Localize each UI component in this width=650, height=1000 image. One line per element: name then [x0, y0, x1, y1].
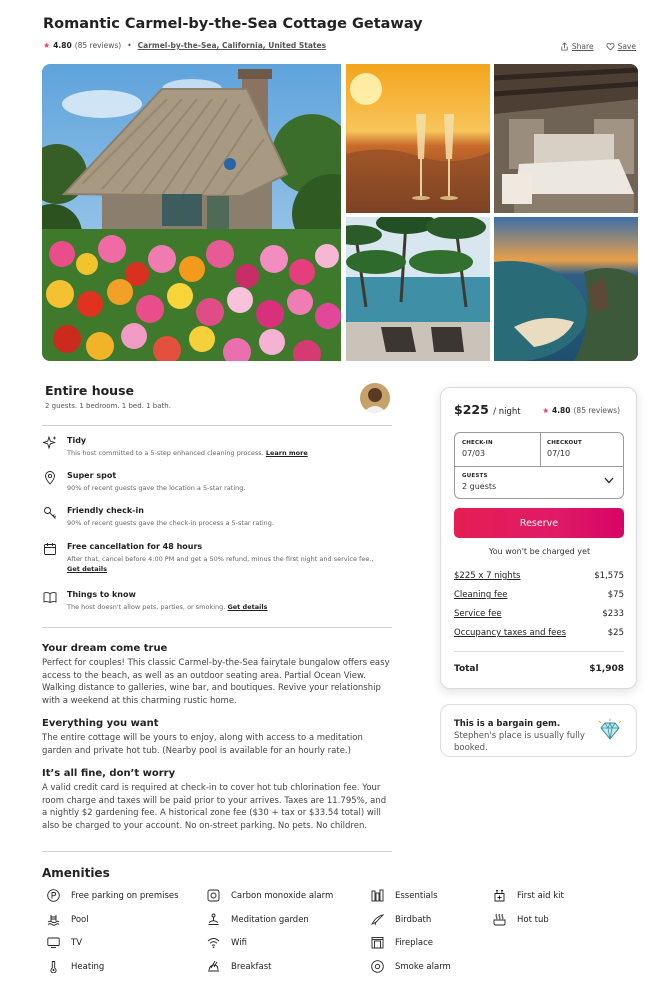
bird-icon: [370, 912, 385, 927]
first-aid-icon: [492, 888, 507, 903]
checkout-value: 07/10: [547, 449, 571, 458]
no-charge-note: You won't be charged yet: [488, 547, 591, 556]
amenity-item: [46, 888, 179, 903]
checkin-label: CHECK-IN: [462, 440, 493, 446]
separator-dot: •: [127, 41, 132, 50]
amenity-item: [370, 959, 451, 974]
booking-reviews[interactable]: (85 reviews): [573, 406, 620, 415]
get-details-link[interactable]: Get details: [227, 603, 268, 611]
heart-icon: [606, 42, 615, 51]
feature-title: Super spot: [67, 471, 117, 480]
meditation-icon: [206, 912, 221, 927]
listing-subtitle: [43, 41, 326, 50]
bargain-text: [454, 718, 599, 754]
fee-amount: $1,575: [594, 571, 624, 581]
fee-label[interactable]: Service fee: [454, 609, 502, 619]
amenity-label: Pool: [71, 914, 89, 925]
checkin-value: 07/03: [462, 449, 486, 458]
feature-desc: [67, 602, 397, 612]
feature-title: Free cancellation for 48 hours: [67, 542, 203, 551]
amenities-heading: Amenities: [42, 866, 110, 880]
wifi-icon: [206, 935, 221, 950]
booking-rating-value: 4.80: [551, 406, 571, 415]
date-guest-picker: [454, 432, 624, 499]
breakfast-icon: [206, 959, 221, 974]
pool-icon: [46, 912, 61, 927]
price-per-night: [454, 402, 521, 417]
amenity-item: [492, 912, 549, 927]
chevron-down-icon[interactable]: [604, 477, 614, 484]
feature-desc-text: After that, cancel before 4:00 PM and get a 50% refund, minus the first night and service fee.,: [67, 555, 374, 563]
fee-label[interactable]: Occupancy taxes and fees: [454, 628, 567, 638]
fee-amount: $75: [607, 590, 624, 600]
feature-super-spot: [43, 471, 393, 499]
checkout-label: CHECKOUT: [547, 440, 582, 446]
amenity-label: Birdbath: [395, 914, 432, 925]
gallery-photo-pool[interactable]: [346, 217, 490, 361]
amenity-label: Breakfast: [231, 961, 272, 972]
save-button[interactable]: [606, 42, 636, 51]
divider: [42, 627, 392, 628]
divider: [454, 651, 624, 652]
guests-field[interactable]: [462, 473, 617, 491]
booking-card: [440, 387, 637, 689]
feature-things-to-know: [43, 590, 393, 618]
section-heading: Everything you want: [42, 718, 159, 729]
guests-label: GUESTS: [462, 473, 488, 479]
listing-rating: 4.80: [53, 41, 72, 50]
book-icon: [43, 590, 57, 604]
smoke-alarm-icon: [370, 959, 385, 974]
save-label: Save: [617, 42, 636, 51]
fee-amount: $25: [607, 628, 624, 638]
amenity-item: [370, 912, 431, 927]
amenity-item: [46, 959, 104, 974]
amenity-item: [370, 935, 433, 950]
fee-row: [454, 571, 624, 581]
amenity-item: [206, 935, 247, 950]
feature-check-in: [43, 506, 393, 534]
amenity-item: [206, 912, 309, 927]
price-unit: / night: [493, 407, 521, 417]
feature-desc: 90% of recent guests gave the location a 5-star rating.: [67, 484, 246, 492]
gallery-photo-champagne[interactable]: [346, 64, 490, 213]
section-body: A valid credit card is required at check-in to cover hot tub chlorination fee. Your room charge and taxes will be paid prior to your arrives. Taxes are 11.795%, and a nightly $2 gardening fee. A historical zone fee ($30 + tax or $33.54 total) will also be charged to your account. No on-street parking. No pets. No children.: [42, 783, 387, 831]
calendar-icon: [43, 542, 57, 556]
listing-actions: [560, 42, 636, 51]
total-row: [454, 664, 624, 674]
fee-row: [454, 590, 624, 600]
amenity-item: [206, 959, 271, 974]
amenity-item: [370, 888, 438, 903]
feature-title: Tidy: [67, 436, 87, 445]
amenity-label: Wifi: [231, 937, 247, 948]
amenity-label: Fireplace: [395, 937, 434, 948]
overview-meta: 2 guests. 1 bedroom. 1 bed. 1 bath.: [45, 402, 171, 410]
map-pin-icon: [43, 471, 57, 485]
share-icon: [560, 42, 569, 51]
section-heading: It’s all fine, don’t worry: [42, 768, 176, 779]
fee-amount: $233: [602, 609, 624, 619]
key-icon: [43, 506, 57, 520]
bargain-notice: [440, 704, 637, 757]
feature-desc-text: The host doesn't allow pets, parties, or smoking.: [67, 603, 226, 611]
diamond-icon: [597, 718, 623, 742]
fee-row: [454, 609, 624, 619]
fee-label[interactable]: $225 x 7 nights: [454, 571, 521, 581]
amenity-item: [46, 912, 89, 927]
feature-title: Friendly check-in: [67, 506, 144, 515]
co-alarm-icon: [206, 888, 221, 903]
star-icon: ★: [542, 406, 549, 415]
total-amount: $1,908: [589, 664, 624, 674]
feature-desc: [67, 448, 397, 458]
amenity-label: Hot tub: [517, 914, 549, 925]
bargain-rest: Stephen's place is usually fully booked.: [454, 731, 585, 753]
overview-heading: Entire house: [45, 383, 134, 398]
amenity-item: [206, 888, 333, 903]
bargain-bold: This is a bargain gem.: [454, 719, 561, 729]
star-icon: ★: [43, 41, 51, 50]
essentials-icon: [370, 888, 385, 903]
price-amount: $225: [454, 402, 489, 417]
section-heading: Your dream come true: [42, 643, 168, 654]
gallery-photo-bedroom[interactable]: [494, 64, 638, 213]
gallery-photo-coast[interactable]: [494, 217, 638, 361]
booking-rating: [542, 406, 620, 415]
total-label: Total: [454, 664, 479, 674]
divider: [42, 851, 392, 852]
hot-tub-icon: [492, 912, 507, 927]
learn-more-link[interactable]: Learn more: [265, 449, 308, 457]
amenity-label: Heating: [71, 961, 105, 972]
listing-reviews[interactable]: (85 reviews): [74, 41, 122, 50]
listing-title: Romantic Carmel-by-the-Sea Cottage Getaway: [43, 16, 423, 32]
fee-row: [454, 628, 624, 638]
amenity-label: Free parking on premises: [71, 890, 179, 901]
tv-icon: [46, 935, 61, 950]
fireplace-icon: [370, 935, 385, 950]
fee-label[interactable]: Cleaning fee: [454, 590, 508, 600]
amenity-label: Carbon monoxide alarm: [231, 890, 334, 901]
guests-value: 2 guests: [462, 482, 497, 491]
divider: [455, 466, 623, 467]
divider: [540, 433, 541, 466]
parking-icon: [46, 888, 61, 903]
gallery-photo-cottage[interactable]: [42, 64, 341, 361]
feature-desc-text: This host committed to a 5-step enhanced cleaning process.: [67, 449, 264, 457]
feature-desc: [67, 554, 397, 574]
amenity-item: [46, 935, 82, 950]
feature-title: Things to know: [67, 590, 136, 599]
amenity-item: [492, 888, 564, 903]
host-avatar[interactable]: [360, 383, 390, 413]
feature-cancellation: [43, 542, 393, 578]
amenity-label: Essentials: [395, 890, 438, 901]
section-body: The entire cottage will be yours to enjoy, along with access to a meditation garden and private hot tub. (Nearby pool is available for an hourly rate.): [42, 733, 363, 756]
amenity-label: Meditation garden: [231, 914, 309, 925]
divider: [42, 425, 392, 426]
feature-tidy: [43, 436, 393, 464]
get-details-link[interactable]: Get details: [67, 565, 107, 573]
thermometer-icon: [46, 959, 61, 974]
listing-location[interactable]: Carmel-by-the-Sea, California, United States: [137, 41, 327, 50]
share-button[interactable]: [560, 42, 594, 51]
checkin-field[interactable]: [462, 440, 538, 458]
sparkle-icon: [43, 436, 57, 450]
reserve-button[interactable]: Reserve: [454, 508, 624, 538]
amenity-label: TV: [71, 937, 83, 948]
share-label: Share: [571, 42, 594, 51]
checkout-field[interactable]: [547, 440, 623, 458]
amenity-label: First aid kit: [517, 890, 564, 901]
amenity-label: Smoke alarm: [395, 961, 451, 972]
feature-desc: 90% of recent guests gave the check-in process a 5-star rating.: [67, 519, 274, 527]
section-body: Perfect for couples! This classic Carmel-by-the-Sea fairytale bungalow offers easy access to the beach, as well as an outdoor seating area. Partial Ocean View. Walking distance to galleries, wine bar, and boutiques. Revive your relationship with a weekend at this charming rustic home.: [42, 658, 390, 706]
